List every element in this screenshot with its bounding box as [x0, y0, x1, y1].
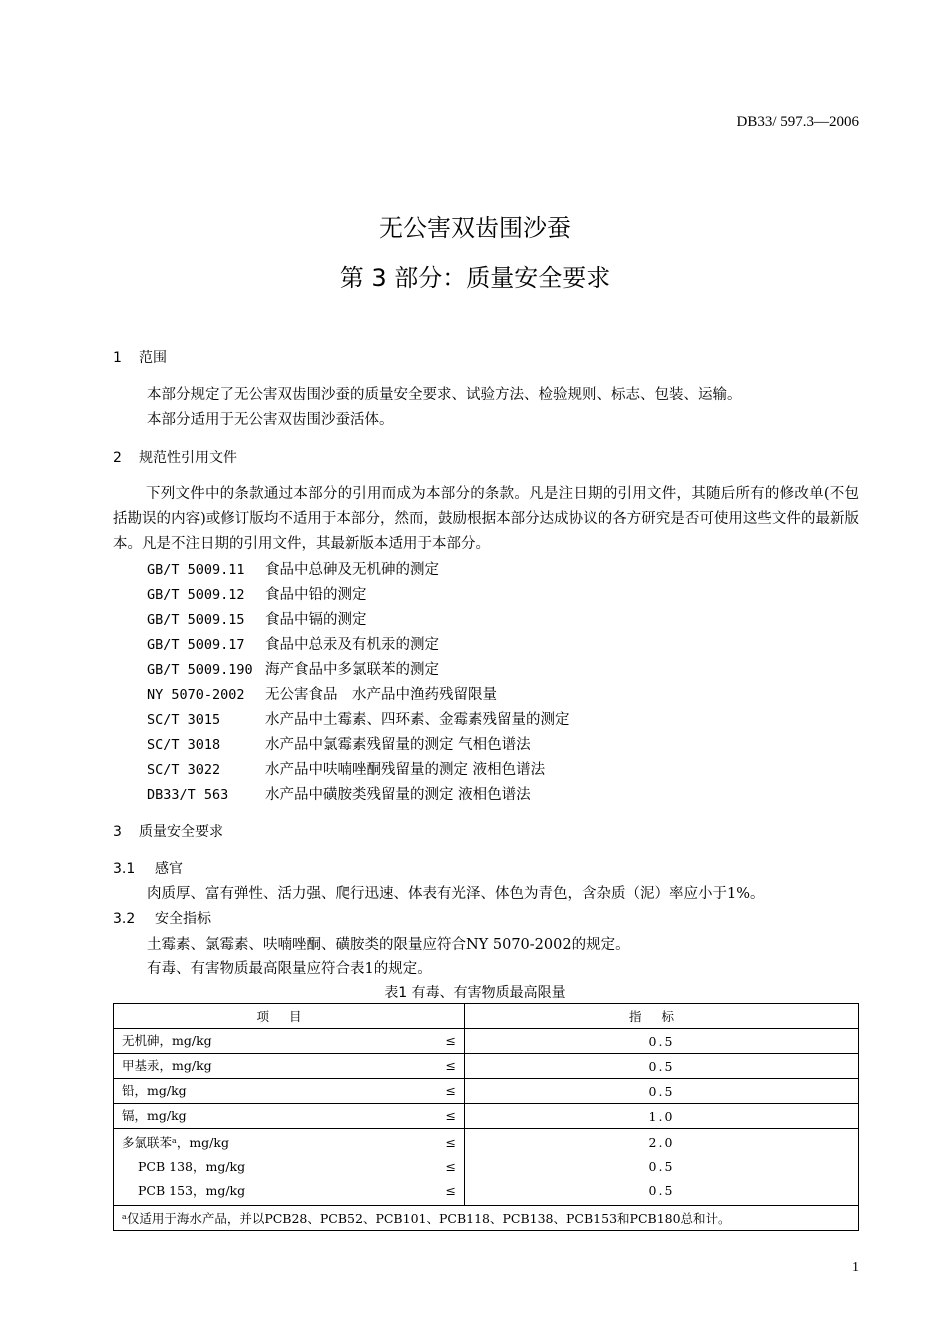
table-row-pcb	[114, 1129, 859, 1206]
reference-title: 海产食品中多氯联苯的测定	[265, 662, 439, 678]
item-label: 多氯联苯ᵃ，mg/kg	[122, 1135, 229, 1150]
operator: ≤	[445, 1083, 456, 1098]
limit-value: 1.0	[465, 1104, 859, 1129]
section-title: 感官	[155, 861, 183, 877]
reference-code: GB/T 5009.11	[147, 562, 245, 578]
section-number: 1	[113, 350, 122, 366]
section-title: 范围	[139, 350, 167, 366]
reference-title: 食品中总砷及无机砷的测定	[265, 562, 439, 578]
section-3-2-heading	[113, 908, 211, 928]
reference-item	[147, 783, 531, 804]
reference-title: 水产品中氯霉素残留量的测定 气相色谱法	[265, 737, 531, 753]
page-number: 1	[852, 1260, 859, 1275]
reference-item	[147, 633, 439, 654]
reference-title: 食品中铅的测定	[265, 587, 367, 603]
operator: ≤	[445, 1159, 456, 1174]
standard-number: DB33/ 597.3—2006	[736, 114, 859, 130]
reference-code: GB/T 5009.15	[147, 612, 245, 628]
reference-code: DB33/T 563	[147, 787, 229, 803]
item-label: 铅，mg/kg	[122, 1083, 187, 1098]
document-part-title: 第 3 部分：质量安全要求	[339, 264, 611, 292]
item-label: 镉，mg/kg	[122, 1108, 187, 1123]
reference-title: 食品中镉的测定	[265, 612, 367, 628]
reference-code: GB/T 5009.17	[147, 637, 245, 653]
section-number: 3.1	[113, 861, 136, 877]
item-label: PCB 153，mg/kg	[138, 1183, 246, 1198]
section-3-heading	[113, 821, 223, 841]
column-header-limit: 指标	[465, 1004, 859, 1029]
reference-code: SC/T 3022	[147, 762, 221, 778]
paragraph: 本部分适用于无公害双齿围沙蚕活体。	[147, 412, 394, 428]
table-caption: 表1 有毒、有害物质最高限量	[384, 985, 566, 1001]
section-2-heading	[113, 447, 237, 467]
reference-item	[147, 583, 367, 604]
paragraph: 土霉素、氯霉素、呋喃唑酮、磺胺类的限量应符合NY 5070-2002的规定。	[147, 937, 630, 953]
reference-title: 水产品中磺胺类残留量的测定 液相色谱法	[265, 787, 531, 803]
paragraph: 本部分规定了无公害双齿围沙蚕的质量安全要求、试验方法、检验规则、标志、包装、运输。	[147, 387, 742, 403]
section-title: 安全指标	[155, 911, 211, 927]
reference-title: 水产品中土霉素、四环素、金霉素残留量的测定	[265, 712, 570, 728]
item-cell	[114, 1029, 465, 1054]
item-label: PCB 138，mg/kg	[138, 1159, 246, 1174]
reference-code: GB/T 5009.12	[147, 587, 245, 603]
reference-item	[147, 658, 439, 679]
operator: ≤	[445, 1183, 456, 1198]
reference-code: NY 5070-2002	[147, 687, 245, 703]
document-title: 无公害双齿围沙蚕	[379, 214, 571, 242]
section-1-heading	[113, 347, 167, 367]
reference-code: SC/T 3015	[147, 712, 221, 728]
limit-value: 2.0	[648, 1135, 675, 1150]
operator: ≤	[445, 1108, 456, 1123]
section-3-1-heading	[113, 858, 183, 878]
table-header-row	[114, 1004, 859, 1029]
section-title: 质量安全要求	[139, 824, 223, 840]
table-row	[114, 1104, 859, 1129]
paragraph: 下列文件中的条款通过本部分的引用而成为本部分的条款。凡是注日期的引用文件，其随后所有的修改单(不包括勘误的内容)或修订版均不适用于本部分，然而，鼓励根据本部分达成协议的各方研究是否可使用这些文件的最新版本。凡是不注日期的引用文件，其最新版本适用于本部分。	[113, 486, 859, 552]
operator: ≤	[445, 1058, 456, 1073]
operator: ≤	[445, 1135, 456, 1150]
section-number: 3.2	[113, 911, 136, 927]
reference-title: 食品中总汞及有机汞的测定	[265, 637, 439, 653]
reference-item	[147, 708, 570, 729]
paragraph: 有毒、有害物质最高限量应符合表1的规定。	[147, 961, 432, 977]
reference-code: GB/T 5009.190	[147, 662, 253, 678]
limit-value: 0.5	[648, 1183, 675, 1198]
reference-item	[147, 558, 439, 579]
section-title: 规范性引用文件	[139, 450, 237, 466]
reference-title: 水产品中呋喃唑酮残留量的测定 液相色谱法	[265, 762, 546, 778]
limit-value-cell	[465, 1129, 859, 1206]
reference-item	[147, 683, 497, 704]
item-cell	[114, 1129, 465, 1206]
table-footnote-row	[114, 1206, 859, 1231]
limit-value: 0.5	[648, 1159, 675, 1174]
limit-value: 0.5	[465, 1054, 859, 1079]
table-row	[114, 1054, 859, 1079]
reference-code: SC/T 3018	[147, 737, 221, 753]
reference-item	[147, 758, 545, 779]
item-cell	[114, 1079, 465, 1104]
paragraph: 肉质厚、富有弹性、活力强、爬行迅速、体表有光泽、体色为青色，含杂质（泥）率应小于1%。	[147, 886, 765, 902]
limit-value: 0.5	[465, 1029, 859, 1054]
table-row	[114, 1029, 859, 1054]
limit-value: 0.5	[465, 1079, 859, 1104]
reference-item	[147, 608, 367, 629]
item-cell	[114, 1104, 465, 1129]
operator: ≤	[445, 1033, 456, 1048]
column-header-item: 项目	[114, 1004, 465, 1029]
reference-item	[147, 733, 531, 754]
table-footnote: ᵃ仅适用于海水产品，并以PCB28、PCB52、PCB101、PCB118、PCB138、PCB153和PCB180总和计。	[114, 1206, 859, 1231]
item-cell	[114, 1054, 465, 1079]
limits-table	[113, 1003, 859, 1231]
table-row	[114, 1079, 859, 1104]
section-number: 3	[113, 824, 122, 840]
item-label: 无机砷，mg/kg	[122, 1033, 212, 1048]
item-label: 甲基汞，mg/kg	[122, 1058, 212, 1073]
reference-title: 无公害食品 水产品中渔药残留限量	[265, 687, 497, 703]
section-number: 2	[113, 450, 122, 466]
